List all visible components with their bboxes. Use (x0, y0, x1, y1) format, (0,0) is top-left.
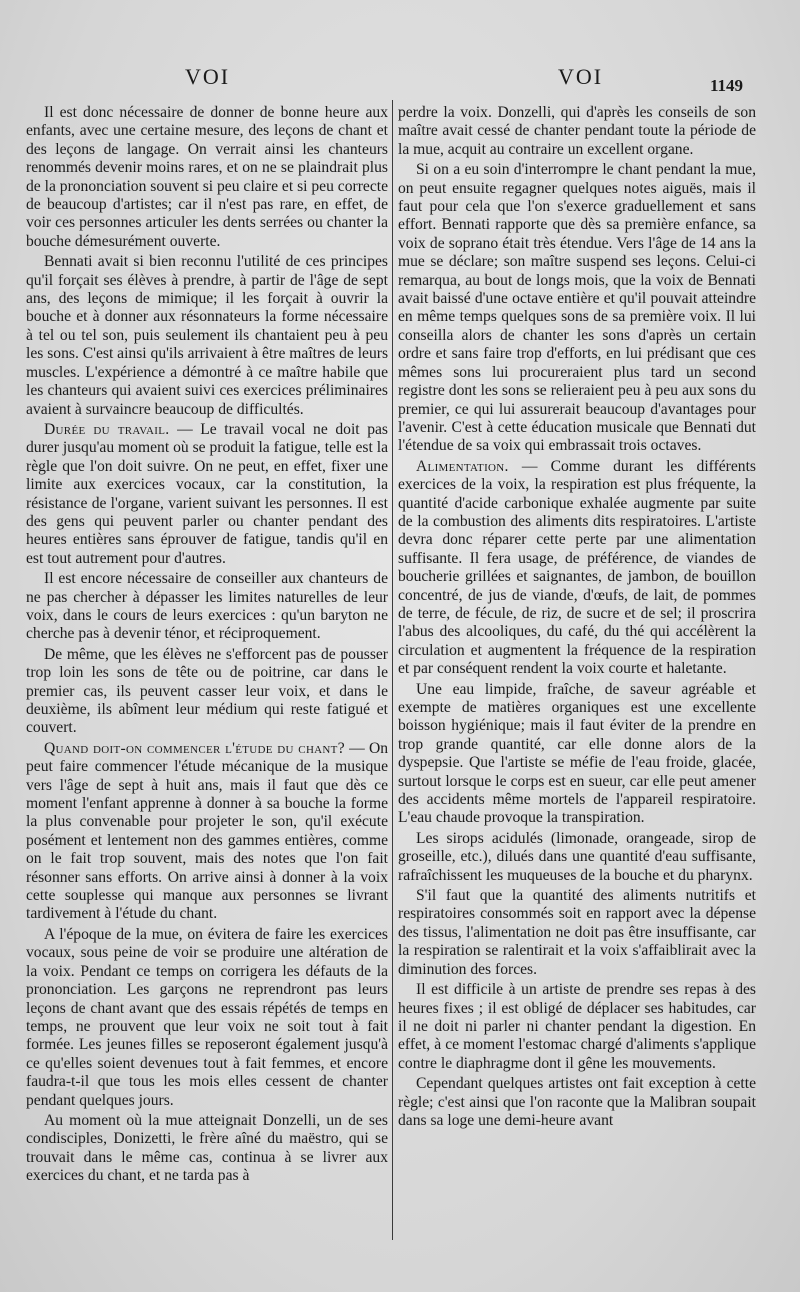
paragraph-text: — Le travail vocal ne doit pas durer jusqu'au moment où se produit la fatigue, telle est la règle que l'on doit suivre. On ne peut, en effet, fixer une limite aux exercices vocaux, car la constitution, la résistance de l'organe, varient suivant les personnes. Il est des gens qui peuvent parler ou chanter pendant des heures entières sans éprouver de fatigue, tandis qu'il en est tout autrement pour d'autres. (26, 420, 388, 567)
column-rule (392, 100, 393, 1240)
paragraph-text: — On peut faire commencer l'étude mécanique de la musique vers l'âge de sept à huit ans, mais il faut que dès ce moment l'enfant apprenne à donner à sa bouche la forme la plus convenable pour projeter le son, qu'il exécute posément et lentement non des gammes entières, comme on le fait trop souvent, mais des notes que l'on fait résonner sans efforts. On arrive ainsi à donner à la voix cette souplesse qui manque aux personnes se livrant tardivement à l'étude du chant. (26, 739, 388, 923)
paragraph (26, 926, 388, 1110)
paragraph-text: Au moment où la mue atteignait Donzelli, un de ses condisciples, Donizetti, le frère aîné du maëstro, qui se trouvait dans le même cas, continua à se livrer aux exercices du chant, et ne tarda pas à (26, 1111, 388, 1185)
paragraph-text: Cependant quelques artistes ont fait exception à cette règle; c'est ainsi que l'on raconte que la Malibran soupait dans sa loge une demi-heure avant (398, 1075, 756, 1129)
paragraph (398, 681, 756, 828)
paragraph-text: S'il faut que la quantité des aliments nutritifs et respiratoires consommés soit en rapport avec la dépense des tissus, l'alimentation ne doit pas être insuffisante, car la respiration se ralentirait et la voix s'affaiblirait avec la diminution des forces. (398, 887, 756, 978)
paragraph-text: Les sirops acidulés (limonade, orangeade, sirop de groseille, etc.), dilués dans une quantité d'eau suffisante, rafraîchissent les muqueuses de la bouche et du pharynx. (398, 829, 756, 884)
paragraph-text: Il est difficile à un artiste de prendre ses repas à des heures fixes ; il est obligé de déplacer ses habitudes, car il ne doit ni parler ni chanter pendant la digestion. En effet, à ce moment l'estomac chargé d'aliments s'applique contre le diaphragme dont il gêne les mouvements. (398, 981, 756, 1072)
paragraph (398, 887, 756, 979)
paragraph (26, 421, 388, 568)
paragraph (26, 104, 388, 251)
running-head-right: VOI (558, 64, 604, 89)
right-column (398, 104, 756, 1132)
paragraph-text: Il est encore nécessaire de conseiller aux chanteurs de ne pas chercher à dépasser les limites naturelles de leur voix, dans le cours de leurs exercices : qu'un baryton ne cherche pas à devenir ténor, et réciproquement. (26, 570, 388, 643)
running-head-left: VOI (185, 64, 231, 89)
paragraph (26, 740, 388, 924)
paragraph (398, 104, 756, 159)
paragraph (26, 253, 388, 419)
paragraph-text: Il est donc nécessaire de donner de bonne heure aux enfants, avec une certaine mesure, des leçons de chant et des leçons de langage. On verrait ainsi les chanteurs renommés devenir moins rares, et on ne se plaindrait plus de la prononciation souvent si peu claire et si peu correcte de beaucoup d'artistes; car il n'est pas rare, en effet, de voir ces personnes articuler les dents serrées ou chanter la bouche démesurément ouverte. (26, 104, 388, 250)
paragraph (398, 1075, 756, 1130)
paragraph (398, 830, 756, 885)
paragraph (26, 570, 388, 644)
paragraph (398, 981, 756, 1073)
left-column (26, 104, 388, 1188)
section-heading: Quand doit-on commencer l'étude du chant? (44, 739, 345, 757)
section-heading: Alimentation. (416, 457, 509, 475)
paragraph-text: Si on a eu soin d'interrompre le chant pendant la mue, on peut ensuite regagner quelques notes aiguës, mais il faut pour cela que l'on s'exerce graduellement et sans effort. Bennati rapporte que dès sa première enfance, sa voix de soprano était très étendue. Vers l'âge de 14 ans la mue se déclare; son maître suspend ses leçons. Celui-ci remarqua, au bout de longs mois, que la voix de Bennati avait baissé d'une octave entière et qu'il pouvait atteindre en même temps quelques sons de sa première voix. Il lui conseilla alors de chanter les sons d'après un certain ordre et sans faire trop d'efforts, en lui prédisant que ces mêmes sons lui procureraient plus tard un second registre dont les sons se relieraient peu à peu aux sons du premier, ce qui lui assurerait beaucoup d'avantages pour l'avenir. C'est à cette éducation musicale que Bennati dut l'étendue de sa voix qui embrassait trois octaves. (398, 161, 756, 455)
paragraph-text: A l'époque de la mue, on évitera de faire les exercices vocaux, sous peine de voir se produire une altération de la voix. Pendant ce temps on corrigera les défauts de la prononciation. Les garçons ne reprendront pas leurs leçons de chant avant que des essais répétés de temps en temps, ne prouvent que leur voix ne soit tout à fait formée. Les jeunes filles se reposeront également jusqu'à ce qu'elles soient devenues tout à fait femmes, et encore faudra-t-il que tous les mois elles cessent de chanter pendant quelques jours. (26, 925, 388, 1109)
paragraph-text: De même, que les élèves ne s'efforcent pas de pousser trop loin les sons de tête ou de poitrine, car dans le premier cas, ils peuvent casser leur voix, et dans le deuxième, ils abîment leur médium qui reste fatigué et couvert. (26, 645, 388, 737)
paragraph (26, 646, 388, 738)
paragraph-text: perdre la voix. Donzelli, qui d'après les conseils de son maître avait cessé de chanter pendant toute la période de la mue, acquit au contraire un excellent organe. (398, 104, 756, 158)
paragraph (398, 161, 756, 456)
page-number: 1149 (710, 76, 744, 95)
paragraph-text: Bennati avait si bien reconnu l'utilité de ces principes qu'il forçait ses élèves à prendre, à partir de l'âge de sept ans, des leçons de mimique; il les forçait à ouvrir la bouche et à donner aux résonnateurs la forme nécessaire à tel ou tel son, puis seulement ils chantaient peu à peu les sons. C'est ainsi qu'ils arrivaient à être maîtres de leurs muscles. L'expérience a démontré à ce maître habile que les chanteurs qui avaient suivi ces exercices préliminaires avaient à survaincre beaucoup de difficultés. (26, 253, 389, 418)
paragraph-text: Une eau limpide, fraîche, de saveur agréable et exempte de matières organiques est une excellente boisson hygiénique; mais il faut éviter de la prendre en trop grande quantité, car elle donne alors de la dyspepsie. Que l'artiste se méfie de l'eau froide, glacée, surtout lorsque le corps est en sueur, car elle peut amener des accidents même mortels de l'appareil respiratoire. L'eau chaude provoque la transpiration. (398, 680, 756, 827)
paragraph-text: — Comme durant les différents exercices de la voix, la respiration est plus fréquente, la quantité d'acide carbonique exhalée augmente par suite de la combustion des aliments dits respiratoires. L'artiste devra donc réparer cette perte par une alimentation suffisante. Il fera usage, de préférence, de viandes de boucherie grillées et saignantes, de jambon, de bouillon concentré, de jus de viande, d'œufs, de lait, de pommes de terre, de fécule, de riz, de sucre et de sel; il proscrira l'abus des alcooliques, du café, du thé qui accélèrent la circulation et augmentent la fréquence de la respiration et par conséquent rendent la voix courte et haletante. (398, 457, 756, 678)
paragraph (398, 458, 756, 679)
section-heading: Durée du travail. (44, 420, 170, 438)
paragraph (26, 1112, 388, 1186)
